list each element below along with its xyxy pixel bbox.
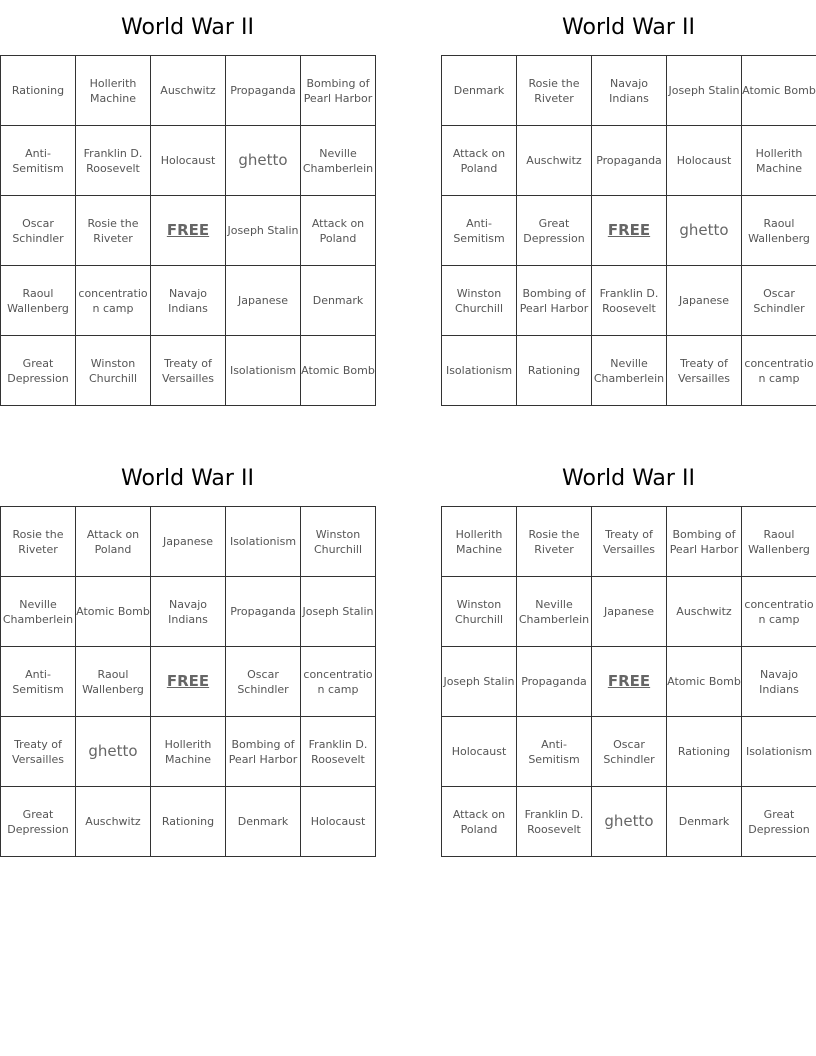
grid-row <box>1 126 376 196</box>
free-space: FREE <box>151 196 226 266</box>
grid-row <box>442 56 816 126</box>
grid-cell: Denmark <box>301 266 376 336</box>
bingo-grid <box>441 506 816 857</box>
grid-row <box>1 717 376 787</box>
free-space: FREE <box>151 647 226 717</box>
grid-cell: Hollerith Machine <box>742 126 816 196</box>
bingo-grid <box>441 55 816 406</box>
grid-cell: Franklin D. Roosevelt <box>592 266 667 336</box>
grid-cell: Raoul Wallenberg <box>742 196 816 266</box>
grid-cell: Japanese <box>226 266 301 336</box>
grid-cell: Treaty of Versailles <box>667 336 742 406</box>
grid-cell: Joseph Stalin <box>301 577 376 647</box>
grid-cell: Propaganda <box>226 56 301 126</box>
grid-row <box>1 56 376 126</box>
bingo-card-1 <box>0 0 375 406</box>
grid-cell: Anti-Semitism <box>1 647 76 717</box>
grid-cell: Isolationism <box>226 507 301 577</box>
grid-cell: Isolationism <box>742 717 816 787</box>
grid-cell: Rosie the Riveter <box>1 507 76 577</box>
grid-cell: concentration camp <box>742 336 816 406</box>
grid-cell: Auschwitz <box>667 577 742 647</box>
bingo-card-2 <box>441 0 816 406</box>
grid-cell: Anti-Semitism <box>1 126 76 196</box>
grid-row <box>442 507 816 577</box>
grid-cell: Oscar Schindler <box>226 647 301 717</box>
grid-cell: ghetto <box>667 196 742 266</box>
card-title: World War II <box>121 15 254 40</box>
grid-cell: Navajo Indians <box>151 266 226 336</box>
grid-cell: Joseph Stalin <box>226 196 301 266</box>
grid-cell: Auschwitz <box>151 56 226 126</box>
grid-cell: Japanese <box>667 266 742 336</box>
grid-cell: Oscar Schindler <box>1 196 76 266</box>
grid-cell: Auschwitz <box>76 787 151 857</box>
grid-row <box>442 266 816 336</box>
grid-row <box>442 126 816 196</box>
grid-cell: Franklin D. Roosevelt <box>517 787 592 857</box>
grid-cell: Japanese <box>592 577 667 647</box>
grid-cell: Great Depression <box>742 787 816 857</box>
grid-cell: Attack on Poland <box>76 507 151 577</box>
grid-cell: Attack on Poland <box>442 126 517 196</box>
bingo-card-3 <box>0 451 375 857</box>
grid-cell: Holocaust <box>667 126 742 196</box>
grid-cell: Attack on Poland <box>442 787 517 857</box>
grid-cell: Neville Chamberlein <box>1 577 76 647</box>
card-title: World War II <box>121 466 254 491</box>
grid-cell: Hollerith Machine <box>76 56 151 126</box>
grid-row <box>442 787 816 857</box>
card-title: World War II <box>562 15 695 40</box>
grid-cell: Rationing <box>667 717 742 787</box>
grid-cell: Neville Chamberlein <box>592 336 667 406</box>
grid-cell: concentration camp <box>301 647 376 717</box>
grid-cell: Rosie the Riveter <box>76 196 151 266</box>
free-space: FREE <box>592 647 667 717</box>
grid-row <box>442 336 816 406</box>
grid-cell: Oscar Schindler <box>592 717 667 787</box>
grid-cell: Winston Churchill <box>442 266 517 336</box>
grid-cell: ghetto <box>592 787 667 857</box>
grid-row <box>1 507 376 577</box>
grid-cell: Anti-Semitism <box>517 717 592 787</box>
grid-cell: concentration camp <box>76 266 151 336</box>
grid-cell: Treaty of Versailles <box>151 336 226 406</box>
grid-cell: Denmark <box>226 787 301 857</box>
grid-cell: Great Depression <box>517 196 592 266</box>
grid-cell: Raoul Wallenberg <box>1 266 76 336</box>
grid-cell: Attack on Poland <box>301 196 376 266</box>
grid-row <box>1 196 376 266</box>
grid-cell: Bombing of Pearl Harbor <box>667 507 742 577</box>
grid-cell: ghetto <box>226 126 301 196</box>
grid-cell: Rosie the Riveter <box>517 56 592 126</box>
grid-cell: Atomic Bomb <box>742 56 816 126</box>
grid-cell: Holocaust <box>151 126 226 196</box>
free-space: FREE <box>592 196 667 266</box>
grid-cell: Denmark <box>442 56 517 126</box>
grid-cell: Winston Churchill <box>76 336 151 406</box>
grid-cell: Great Depression <box>1 336 76 406</box>
grid-cell: Raoul Wallenberg <box>76 647 151 717</box>
grid-cell: Winston Churchill <box>301 507 376 577</box>
grid-cell: Holocaust <box>301 787 376 857</box>
grid-cell: Atomic Bomb <box>76 577 151 647</box>
grid-cell: Bombing of Pearl Harbor <box>226 717 301 787</box>
grid-cell: Propaganda <box>517 647 592 717</box>
grid-cell: Denmark <box>667 787 742 857</box>
grid-cell: Rosie the Riveter <box>517 507 592 577</box>
grid-cell: Anti-Semitism <box>442 196 517 266</box>
grid-cell: ghetto <box>76 717 151 787</box>
grid-cell: Joseph Stalin <box>667 56 742 126</box>
grid-row <box>1 266 376 336</box>
grid-cell: Japanese <box>151 507 226 577</box>
grid-row <box>1 647 376 717</box>
grid-row <box>1 577 376 647</box>
card-title: World War II <box>562 466 695 491</box>
grid-cell: Rationing <box>517 336 592 406</box>
bingo-grid <box>0 55 376 406</box>
grid-cell: Neville Chamberlein <box>517 577 592 647</box>
grid-cell: concentration camp <box>742 577 816 647</box>
grid-cell: Isolationism <box>226 336 301 406</box>
grid-cell: Joseph Stalin <box>442 647 517 717</box>
grid-cell: Holocaust <box>442 717 517 787</box>
grid-cell: Raoul Wallenberg <box>742 507 816 577</box>
grid-cell: Great Depression <box>1 787 76 857</box>
grid-cell: Neville Chamberlein <box>301 126 376 196</box>
grid-cell: Navajo Indians <box>742 647 816 717</box>
grid-row <box>1 787 376 857</box>
grid-cell: Hollerith Machine <box>151 717 226 787</box>
grid-row <box>442 577 816 647</box>
grid-cell: Treaty of Versailles <box>1 717 76 787</box>
grid-cell: Rationing <box>1 56 76 126</box>
grid-cell: Hollerith Machine <box>442 507 517 577</box>
grid-cell: Franklin D. Roosevelt <box>301 717 376 787</box>
grid-cell: Bombing of Pearl Harbor <box>301 56 376 126</box>
grid-cell: Bombing of Pearl Harbor <box>517 266 592 336</box>
grid-row <box>442 647 816 717</box>
grid-cell: Atomic Bomb <box>301 336 376 406</box>
grid-cell: Navajo Indians <box>151 577 226 647</box>
grid-row <box>1 336 376 406</box>
bingo-grid <box>0 506 376 857</box>
grid-cell: Winston Churchill <box>442 577 517 647</box>
grid-cell: Propaganda <box>226 577 301 647</box>
grid-cell: Isolationism <box>442 336 517 406</box>
grid-cell: Navajo Indians <box>592 56 667 126</box>
grid-cell: Propaganda <box>592 126 667 196</box>
grid-cell: Franklin D. Roosevelt <box>76 126 151 196</box>
grid-cell: Atomic Bomb <box>667 647 742 717</box>
grid-cell: Oscar Schindler <box>742 266 816 336</box>
grid-cell: Auschwitz <box>517 126 592 196</box>
grid-row <box>442 196 816 266</box>
grid-row <box>442 717 816 787</box>
grid-cell: Treaty of Versailles <box>592 507 667 577</box>
grid-cell: Rationing <box>151 787 226 857</box>
bingo-card-4 <box>441 451 816 857</box>
